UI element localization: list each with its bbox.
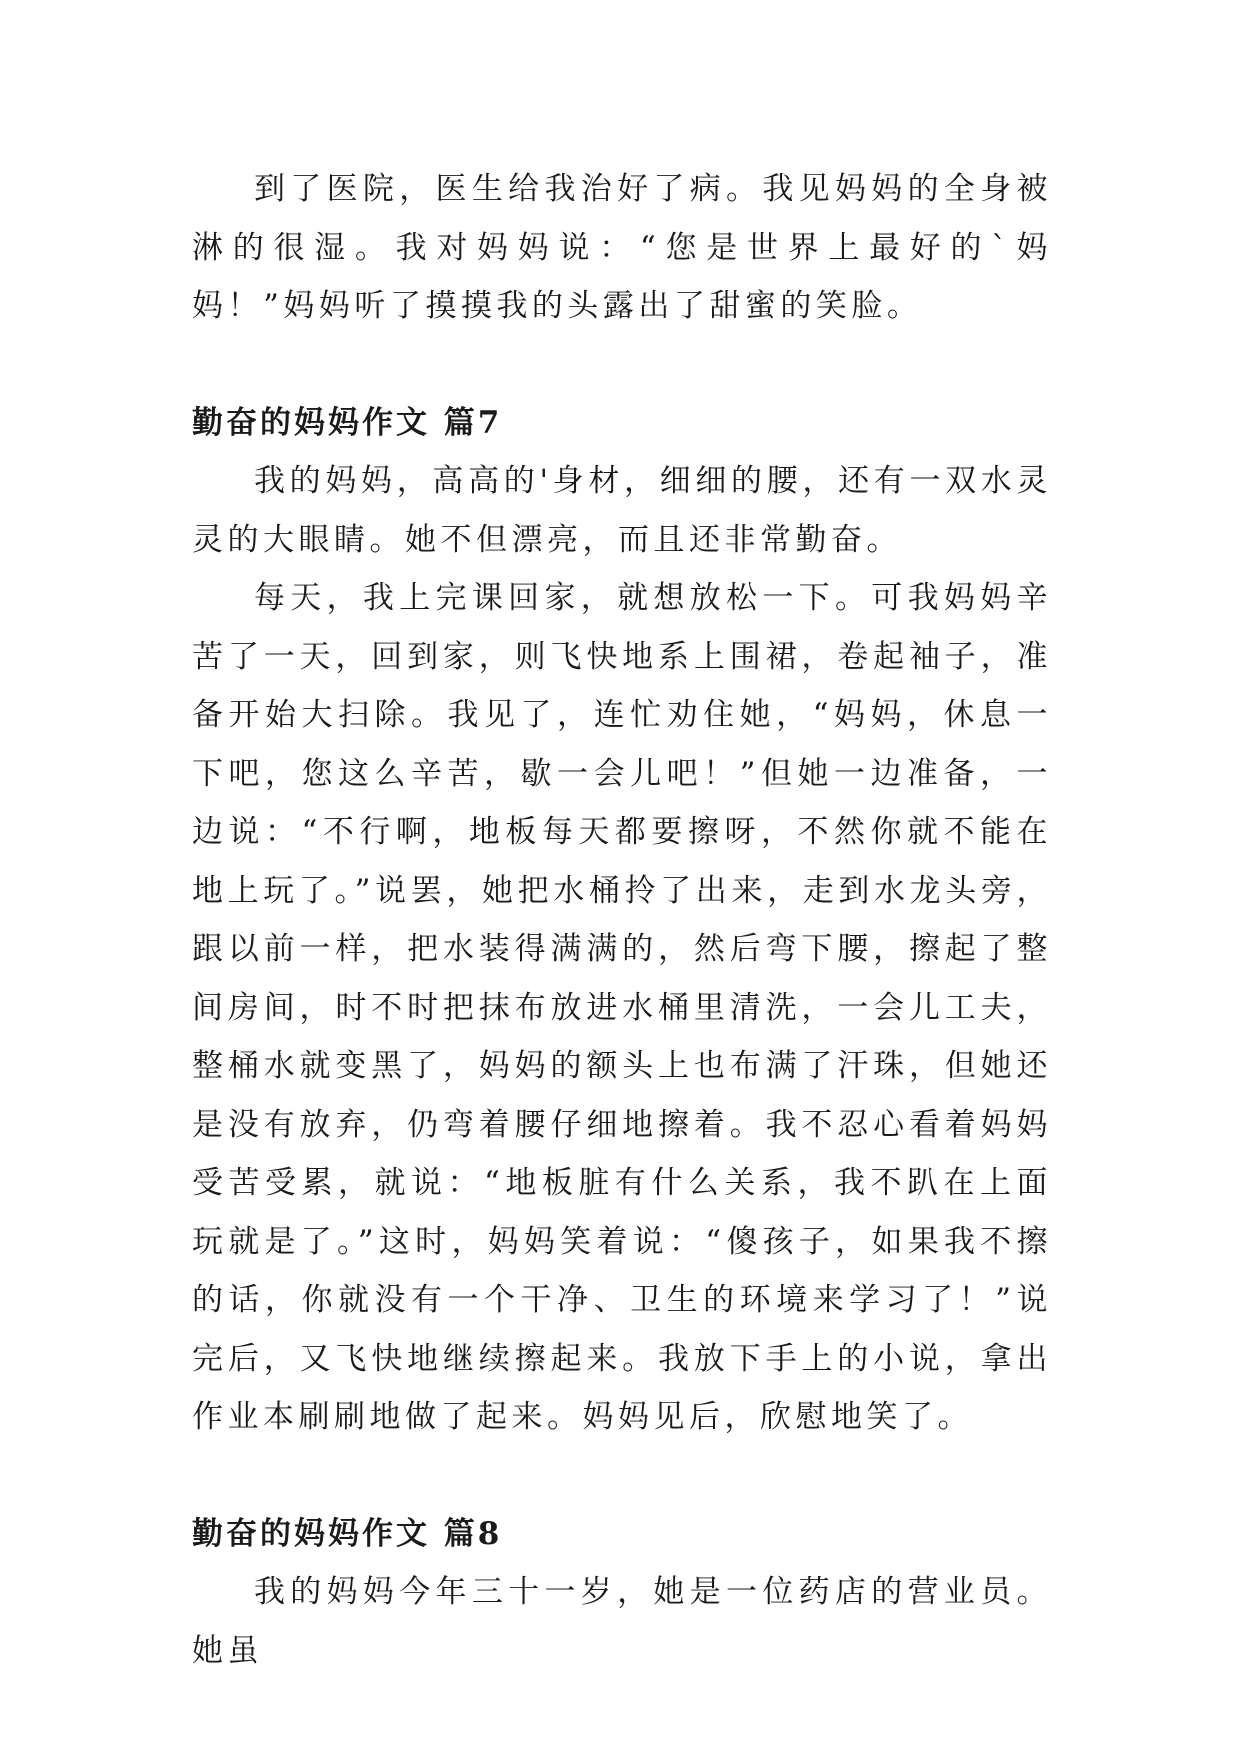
- paragraph: 我的妈妈，高高的'身材，细细的腰，还有一双水灵灵的大眼睛。她不但漂亮，而且还非常勤奋。: [192, 463, 1052, 558]
- paragraph: 每天，我上完课回家，就想放松一下。可我妈妈辛苦了一天，回到家，则飞快地系上围裙，卷起袖子，准备开始大扫除。我见了，连忙劝住她，“妈妈，休息一下吧，您这么辛苦，歇一会儿吧！”但她一边准备，一边说：“不行啊，地板每天都要擦呀，不然你就不能在地上玩了。”说罢，她把水桶拎了出来，走到水龙头旁，跟以前一样，把水装得满满的，然后弯下腰，擦起了整间房间，时不时把抹布放进水桶里清洗，一会儿工夫，整桶水就变黑了，妈妈的额头上也布满了汗珠，但她还是没有放弃，仍弯着腰仔细地擦着。我不忍心看着妈妈受苦受累，就说：“地板脏有什么关系，我不趴在上面玩就是了。”这时，妈妈笑着说：“傻孩子，如果我不擦的话，你就没有一个干净、卫生的环境来学习了！”说完后，又飞快地继续擦起来。我放下手上的小说，拿出作业本刷刷地做了起来。妈妈见后，欣慰地笑了。: [192, 580, 1052, 1435]
- section-heading: 勤奋的妈妈作文 篇8: [192, 1515, 503, 1552]
- section-heading: 勤奋的妈妈作文 篇7: [192, 404, 503, 441]
- paragraph: 我的妈妈今年三十一岁，她是一位药店的营业员。她虽: [192, 1574, 1052, 1669]
- paragraph: 到了医院，医生给我治好了病。我见妈妈的全身被淋的很湿。我对妈妈说：“您是世界上最好的`妈妈！”妈妈听了摸摸我的头露出了甜蜜的笑脸。: [192, 171, 1052, 324]
- document-body: [192, 160, 1052, 1680]
